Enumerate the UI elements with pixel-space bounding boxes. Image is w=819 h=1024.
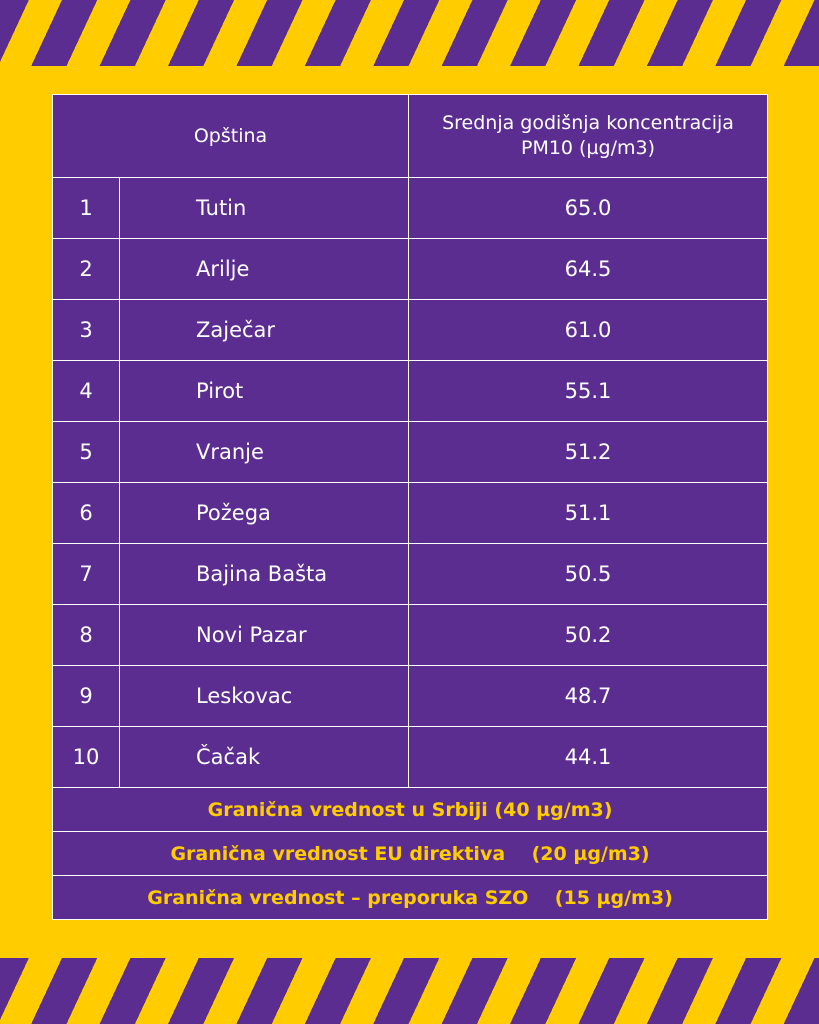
rank-cell: 5: [53, 422, 120, 483]
value-cell: 48.7: [409, 666, 768, 727]
city-cell: Čačak: [120, 727, 409, 788]
rank-cell: 2: [53, 239, 120, 300]
rank-cell: 10: [53, 727, 120, 788]
value-cell: 64.5: [409, 239, 768, 300]
value-cell: 50.5: [409, 544, 768, 605]
limit-row-eu: [53, 832, 768, 876]
table-row: [53, 178, 768, 239]
table-row: [53, 422, 768, 483]
rank-cell: 4: [53, 361, 120, 422]
city-cell: Bajina Bašta: [120, 544, 409, 605]
rank-cell: 3: [53, 300, 120, 361]
value-cell: 51.2: [409, 422, 768, 483]
header-municipality: Opština: [53, 95, 409, 178]
table-row: [53, 727, 768, 788]
limit-row-who: [53, 876, 768, 920]
bottom-stripe-border: [0, 958, 819, 1024]
city-cell: Leskovac: [120, 666, 409, 727]
table-header-row: [53, 95, 768, 178]
table-row: [53, 483, 768, 544]
table-row: [53, 605, 768, 666]
city-cell: Požega: [120, 483, 409, 544]
rank-cell: 6: [53, 483, 120, 544]
table-row: [53, 361, 768, 422]
limit-who: Granična vrednost – preporuka SZO (15 µg/m3): [53, 876, 768, 920]
rank-cell: 1: [53, 178, 120, 239]
city-cell: Novi Pazar: [120, 605, 409, 666]
value-cell: 55.1: [409, 361, 768, 422]
table-row: [53, 300, 768, 361]
limit-row-serbia: [53, 788, 768, 832]
table-row: [53, 239, 768, 300]
rank-cell: 7: [53, 544, 120, 605]
rank-cell: 9: [53, 666, 120, 727]
limit-eu: Granična vrednost EU direktiva (20 µg/m3): [53, 832, 768, 876]
value-cell: 61.0: [409, 300, 768, 361]
city-cell: Tutin: [120, 178, 409, 239]
city-cell: Vranje: [120, 422, 409, 483]
rank-cell: 8: [53, 605, 120, 666]
value-cell: 44.1: [409, 727, 768, 788]
limit-serbia: Granična vrednost u Srbiji (40 µg/m3): [53, 788, 768, 832]
top-stripe-border: [0, 0, 819, 66]
value-cell: 51.1: [409, 483, 768, 544]
value-cell: 65.0: [409, 178, 768, 239]
table-row: [53, 544, 768, 605]
table-row: [53, 666, 768, 727]
value-cell: 50.2: [409, 605, 768, 666]
header-concentration-line1: Srednja godišnja koncentracija: [442, 112, 734, 135]
city-cell: Zaječar: [120, 300, 409, 361]
header-concentration-line2: PM10 (µg/m3): [520, 137, 656, 159]
pm10-table: [52, 94, 768, 920]
city-cell: Arilje: [120, 239, 409, 300]
header-concentration: [409, 95, 768, 178]
city-cell: Pirot: [120, 361, 409, 422]
